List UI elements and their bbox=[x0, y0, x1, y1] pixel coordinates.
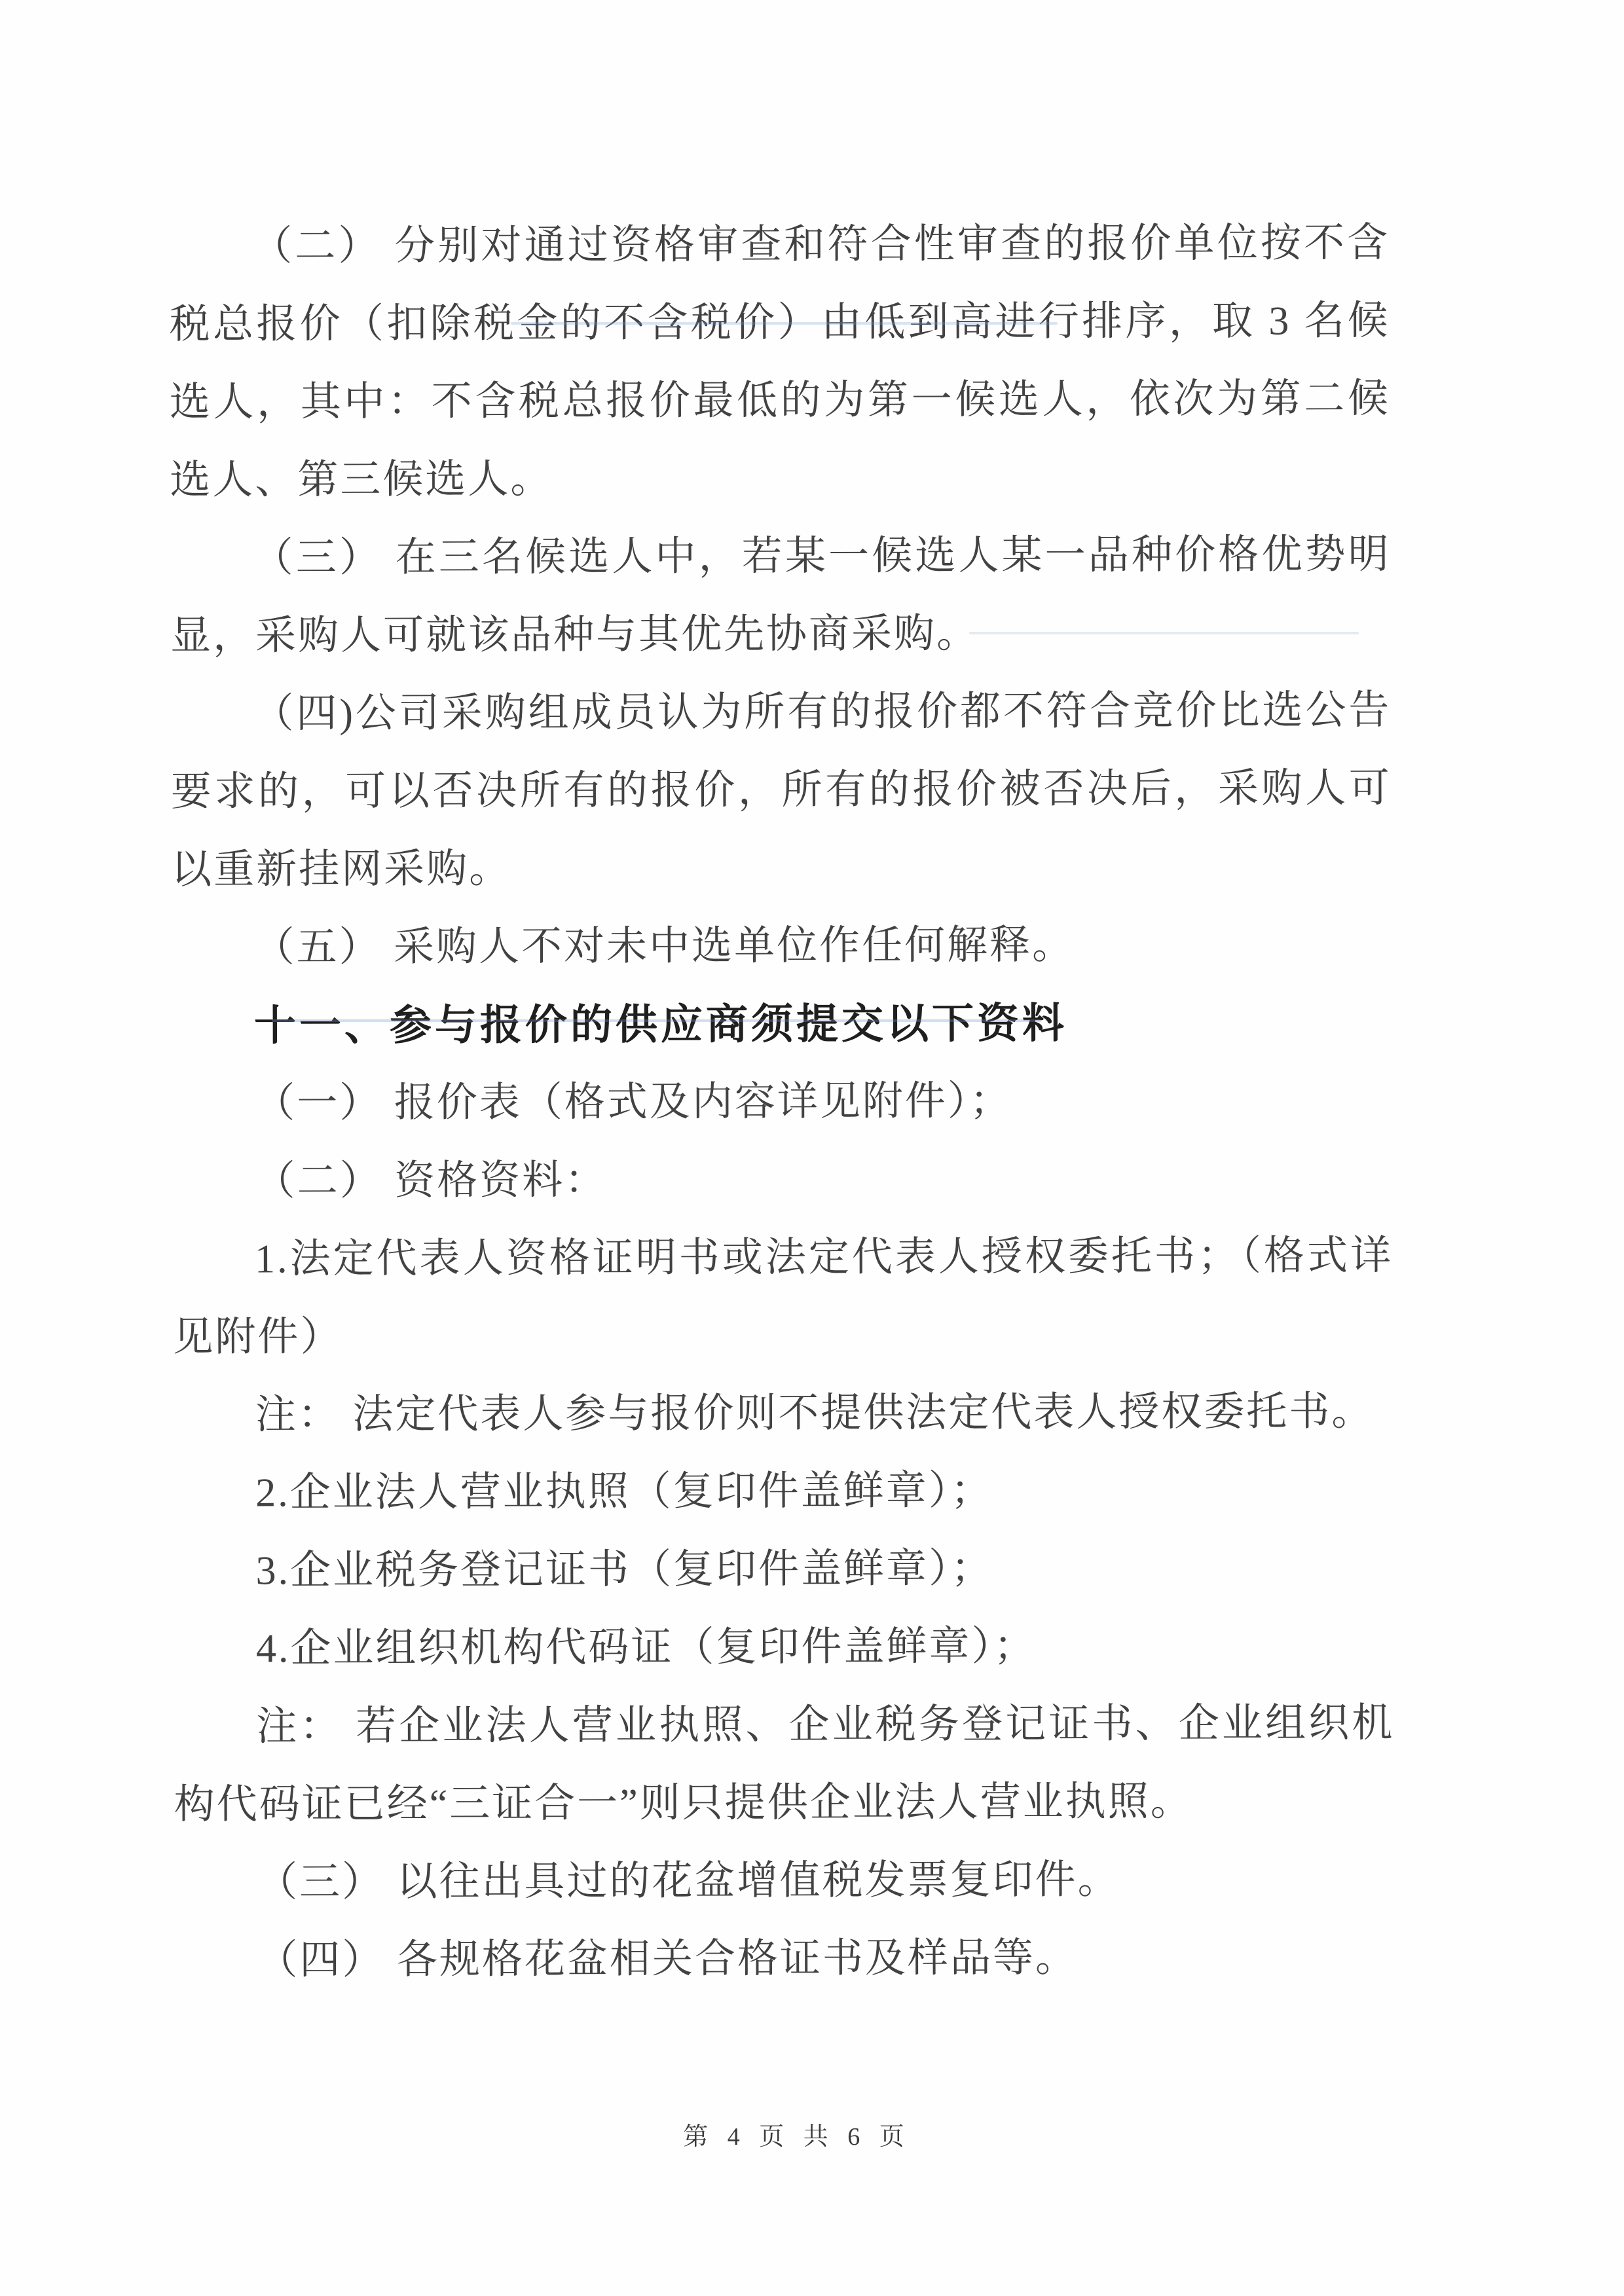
text-line: 注： 法定代表人参与报价则不提供法定代表人授权委托书。 bbox=[255, 1389, 1375, 1438]
text-line: （三） 以往出具过的花盆增值税发票复印件。 bbox=[256, 1857, 1120, 1905]
text-line: 构代码证已经“三证合一”则只提供企业法人营业执照。 bbox=[174, 1779, 1193, 1827]
text-line: （一） 报价表（格式及内容详见附件）； bbox=[254, 1078, 1012, 1126]
text-line: （三） 在三名候选人中，若某一候选人某一品种价格优势明 bbox=[252, 532, 1391, 581]
text-line: 见附件） bbox=[172, 1315, 343, 1360]
document-body bbox=[169, 204, 1395, 2000]
text-line: 要求的，可以否决所有的报价，所有的报价被否决后，采购人可 bbox=[170, 766, 1392, 814]
text-line: 3.企业税务登记证书（复印件盖鲜章）； bbox=[255, 1546, 994, 1594]
page-footer: 第 4 页 共 6 页 bbox=[683, 2123, 911, 2151]
text-line: 4.企业组织机构代码证（复印件盖鲜章）； bbox=[255, 1624, 1037, 1671]
text-line: 选人、第三候选人。 bbox=[170, 457, 553, 503]
text-line: 注： 若企业法人营业执照、企业税务登记证书、企业组织机 bbox=[256, 1701, 1395, 1749]
text-line: 1.法定代表人资格证明书或法定代表人授权委托书；（格式详 bbox=[254, 1233, 1393, 1282]
text-line: 选人，其中：不含税总报价最低的为第一候选人，依次为第二候 bbox=[169, 376, 1391, 425]
text-line: 以重新挂网采购。 bbox=[171, 847, 512, 892]
text-line: （四） 各规格花盆相关合格证书及样品等。 bbox=[257, 1935, 1079, 1983]
text-line: 2.企业法人营业执照（复印件盖鲜章）； bbox=[255, 1468, 993, 1516]
text-line: （二） 资格资料： bbox=[254, 1157, 608, 1204]
text-line: （四)公司采购组成员认为所有的报价都不符合竞价比选公告 bbox=[253, 688, 1392, 737]
text-line: 显，采购人可就该品种与其优先协商采购。 bbox=[170, 611, 980, 659]
text-line: 税总报价（扣除税金的不含税价）由低到高进行排序，取 3 名候 bbox=[169, 299, 1390, 347]
section-heading: 十一、参与报价的供应商须提交以下资料 bbox=[253, 999, 1068, 1049]
text-line: （五） 采购人不对未中选单位作任何解释。 bbox=[253, 922, 1075, 970]
text-line: （二） 分别对通过资格审查和符合性审查的报价单位按不含 bbox=[251, 221, 1390, 269]
